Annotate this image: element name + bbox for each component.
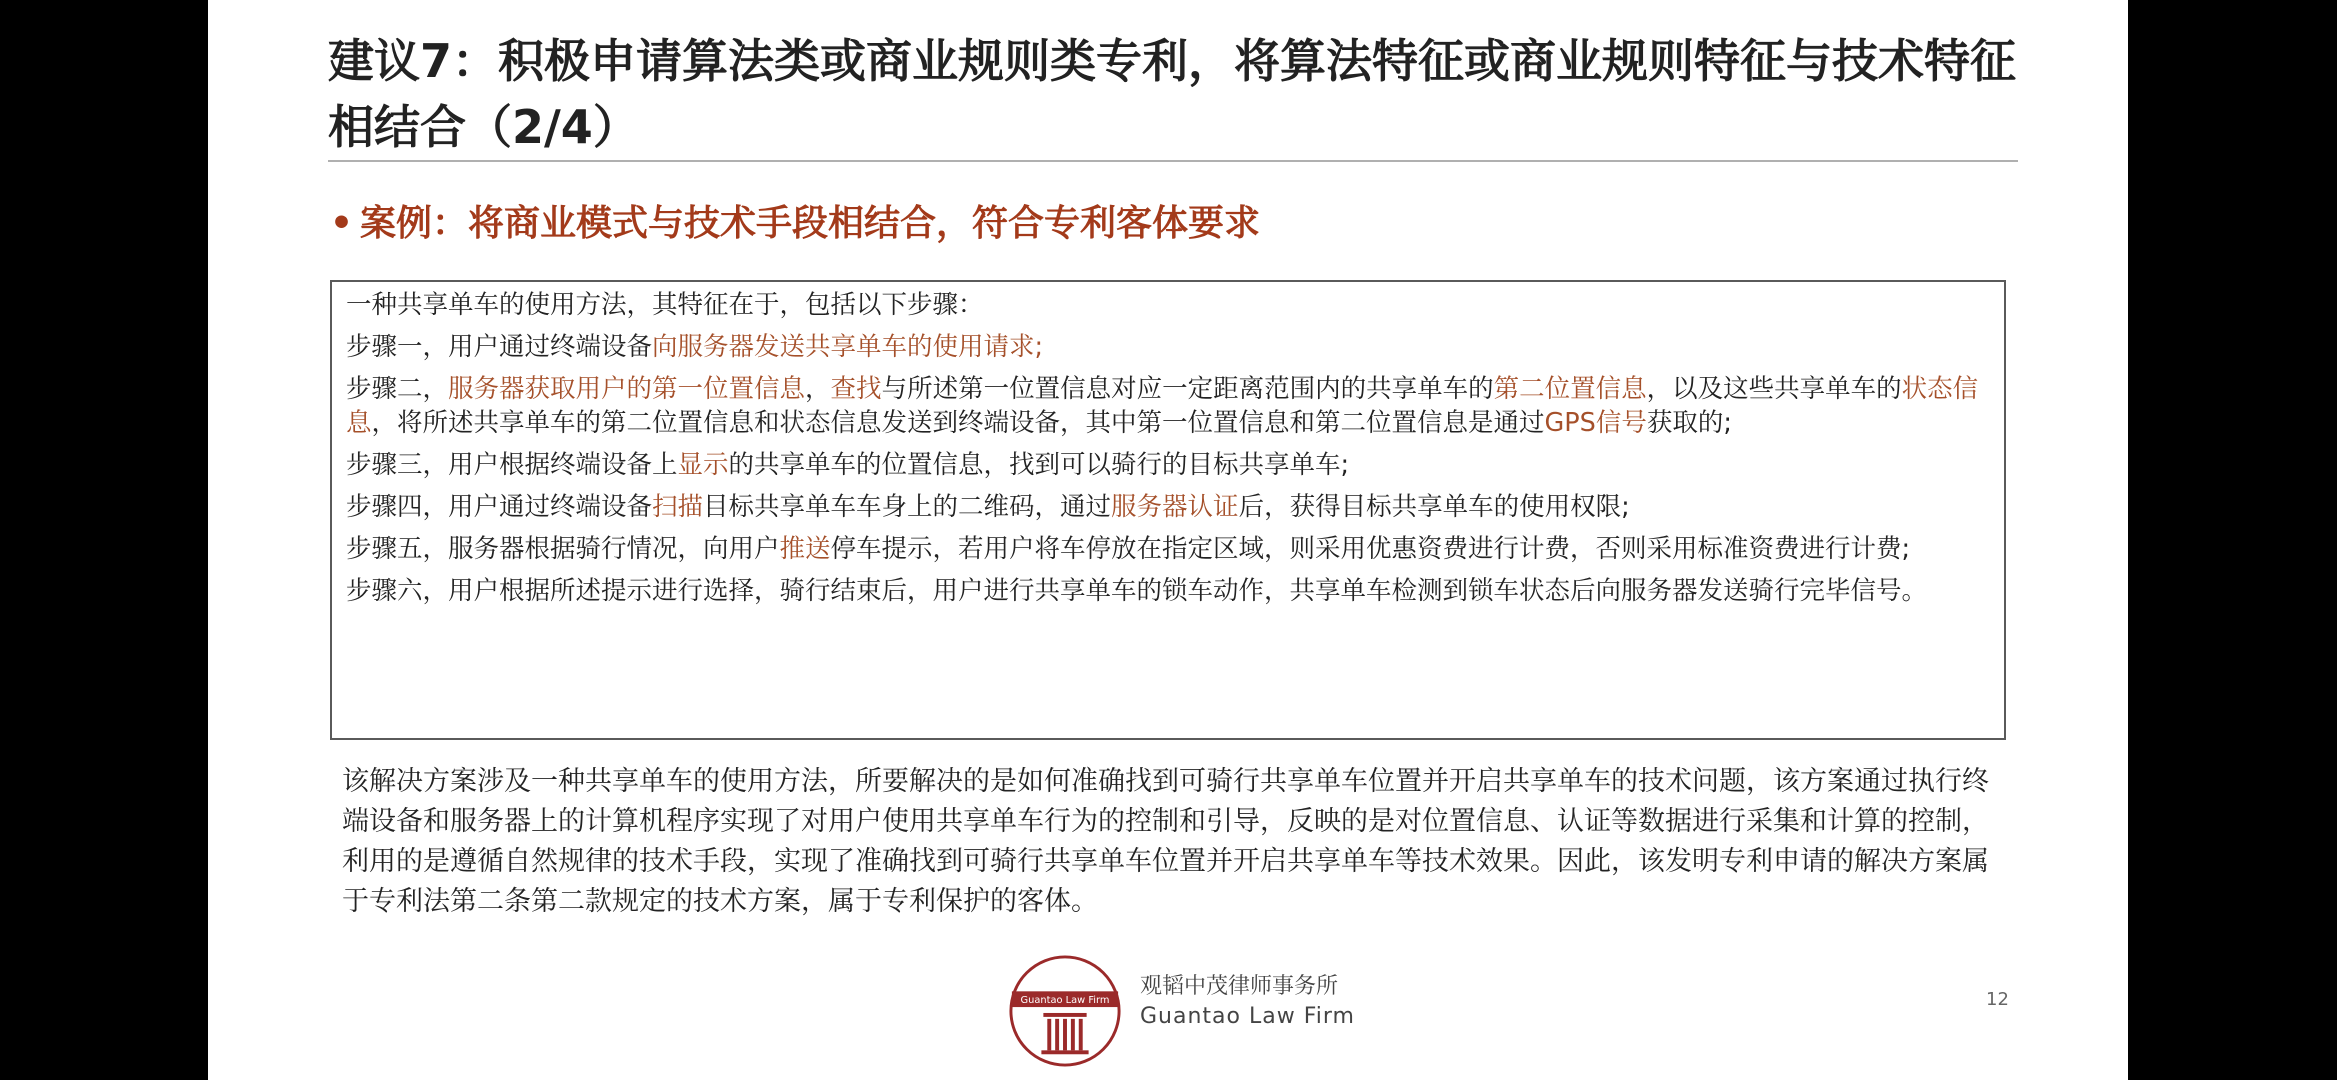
step-text: 步骤六，用户根据所述提示进行选择，骑行结束后，用户进行共享单车的锁车动作，共享单车检测到锁车状态后向服务器发送骑行完毕信号。	[346, 576, 1928, 606]
claim-intro: 一种共享单车的使用方法，其特征在于，包括以下步骤：	[346, 290, 984, 320]
slide-title: 建议7：积极申请算法类或商业规则类专利，将算法特征或商业规则特征与技术特征相结合（2/4）	[328, 34, 2017, 154]
claim-step-3	[346, 448, 1986, 482]
slide	[208, 0, 2128, 1080]
step-highlight: 服务器获取用户的第一位置信息	[448, 374, 806, 404]
step-highlight: 查找	[830, 374, 882, 404]
step-text: 步骤一，用户通过终端设备	[346, 332, 653, 362]
step-text: 的共享单车的位置信息，找到可以骑行的目标共享单车;	[728, 450, 1350, 480]
step-text: 停车提示，若用户将车停放在指定区域，则采用优惠资费进行计费，否则采用标准资费进行计费;	[830, 534, 1911, 564]
step-text: ，将所述共享单车的第二位置信息和状态信息发送到终端设备，其中第一位置信息和第二位置信息是通过	[371, 408, 1545, 438]
step-highlight: 向服务器发送共享单车的使用请求;	[652, 332, 1044, 362]
claim-box	[330, 280, 2006, 740]
analysis-paragraph: 该解决方案涉及一种共享单车的使用方法，所要解决的是如何准确找到可骑行共享单车位置并开启共享单车的技术问题，该方案通过执行终端设备和服务器上的计算机程序实现了对用户使用共享单车行为的控制和引导，反映的是对位置信息、认证等数据进行采集和计算的控制，利用的是遵循自然规律的技术手段，实现了准确找到可骑行共享单车位置并开启共享单车等技术效果。因此，该发明专利申请的解决方案属于专利法第二条第二款规定的技术方案，属于专利保护的客体。	[342, 766, 1989, 917]
step-text: 目标共享单车车身上的二维码，通过	[703, 492, 1112, 522]
claim-step-6	[346, 574, 1986, 608]
page-number: 12	[1986, 989, 2009, 1010]
step-highlight: 扫描	[652, 492, 704, 522]
firm-name-en: Guantao Law Firm	[1140, 1004, 1355, 1029]
logo-text: Guantao Law Firm	[1020, 995, 1110, 1007]
bullet-marker: •	[330, 203, 354, 244]
step-highlight: 推送	[779, 534, 831, 564]
step-text: 与所述第一位置信息对应一定距离范围内的共享单车的	[881, 374, 1494, 404]
claim-step-1	[346, 330, 1986, 364]
step-highlight: 第二位置信息	[1493, 374, 1647, 404]
case-heading	[330, 198, 1260, 250]
step-highlight: 显示	[677, 450, 729, 480]
step-highlight: 状态信息	[346, 374, 1979, 438]
firm-logo	[1006, 952, 1124, 1070]
step-text: 步骤二，	[346, 374, 449, 404]
title-divider	[328, 160, 2018, 162]
firm-name-cn: 观韬中茂律师事务所	[1140, 974, 1339, 999]
claim-step-4	[346, 490, 1986, 524]
step-highlight: GPS信号	[1544, 408, 1647, 438]
step-text: 后，获得目标共享单车的使用权限;	[1238, 492, 1630, 522]
case-heading-text: 案例：将商业模式与技术手段相结合，符合专利客体要求	[360, 203, 1261, 244]
claim-step-2	[346, 372, 1986, 440]
step-text: 步骤五，服务器根据骑行情况，向用户	[346, 534, 780, 564]
step-text: ，	[805, 374, 831, 404]
step-text: 步骤四，用户通过终端设备	[346, 492, 653, 522]
step-text: 获取的;	[1646, 408, 1732, 438]
step-text: 步骤三，用户根据终端设备上	[346, 450, 678, 480]
claim-step-5	[346, 532, 1986, 566]
step-highlight: 服务器认证	[1111, 492, 1239, 522]
step-text: ，以及这些共享单车的	[1646, 374, 1902, 404]
